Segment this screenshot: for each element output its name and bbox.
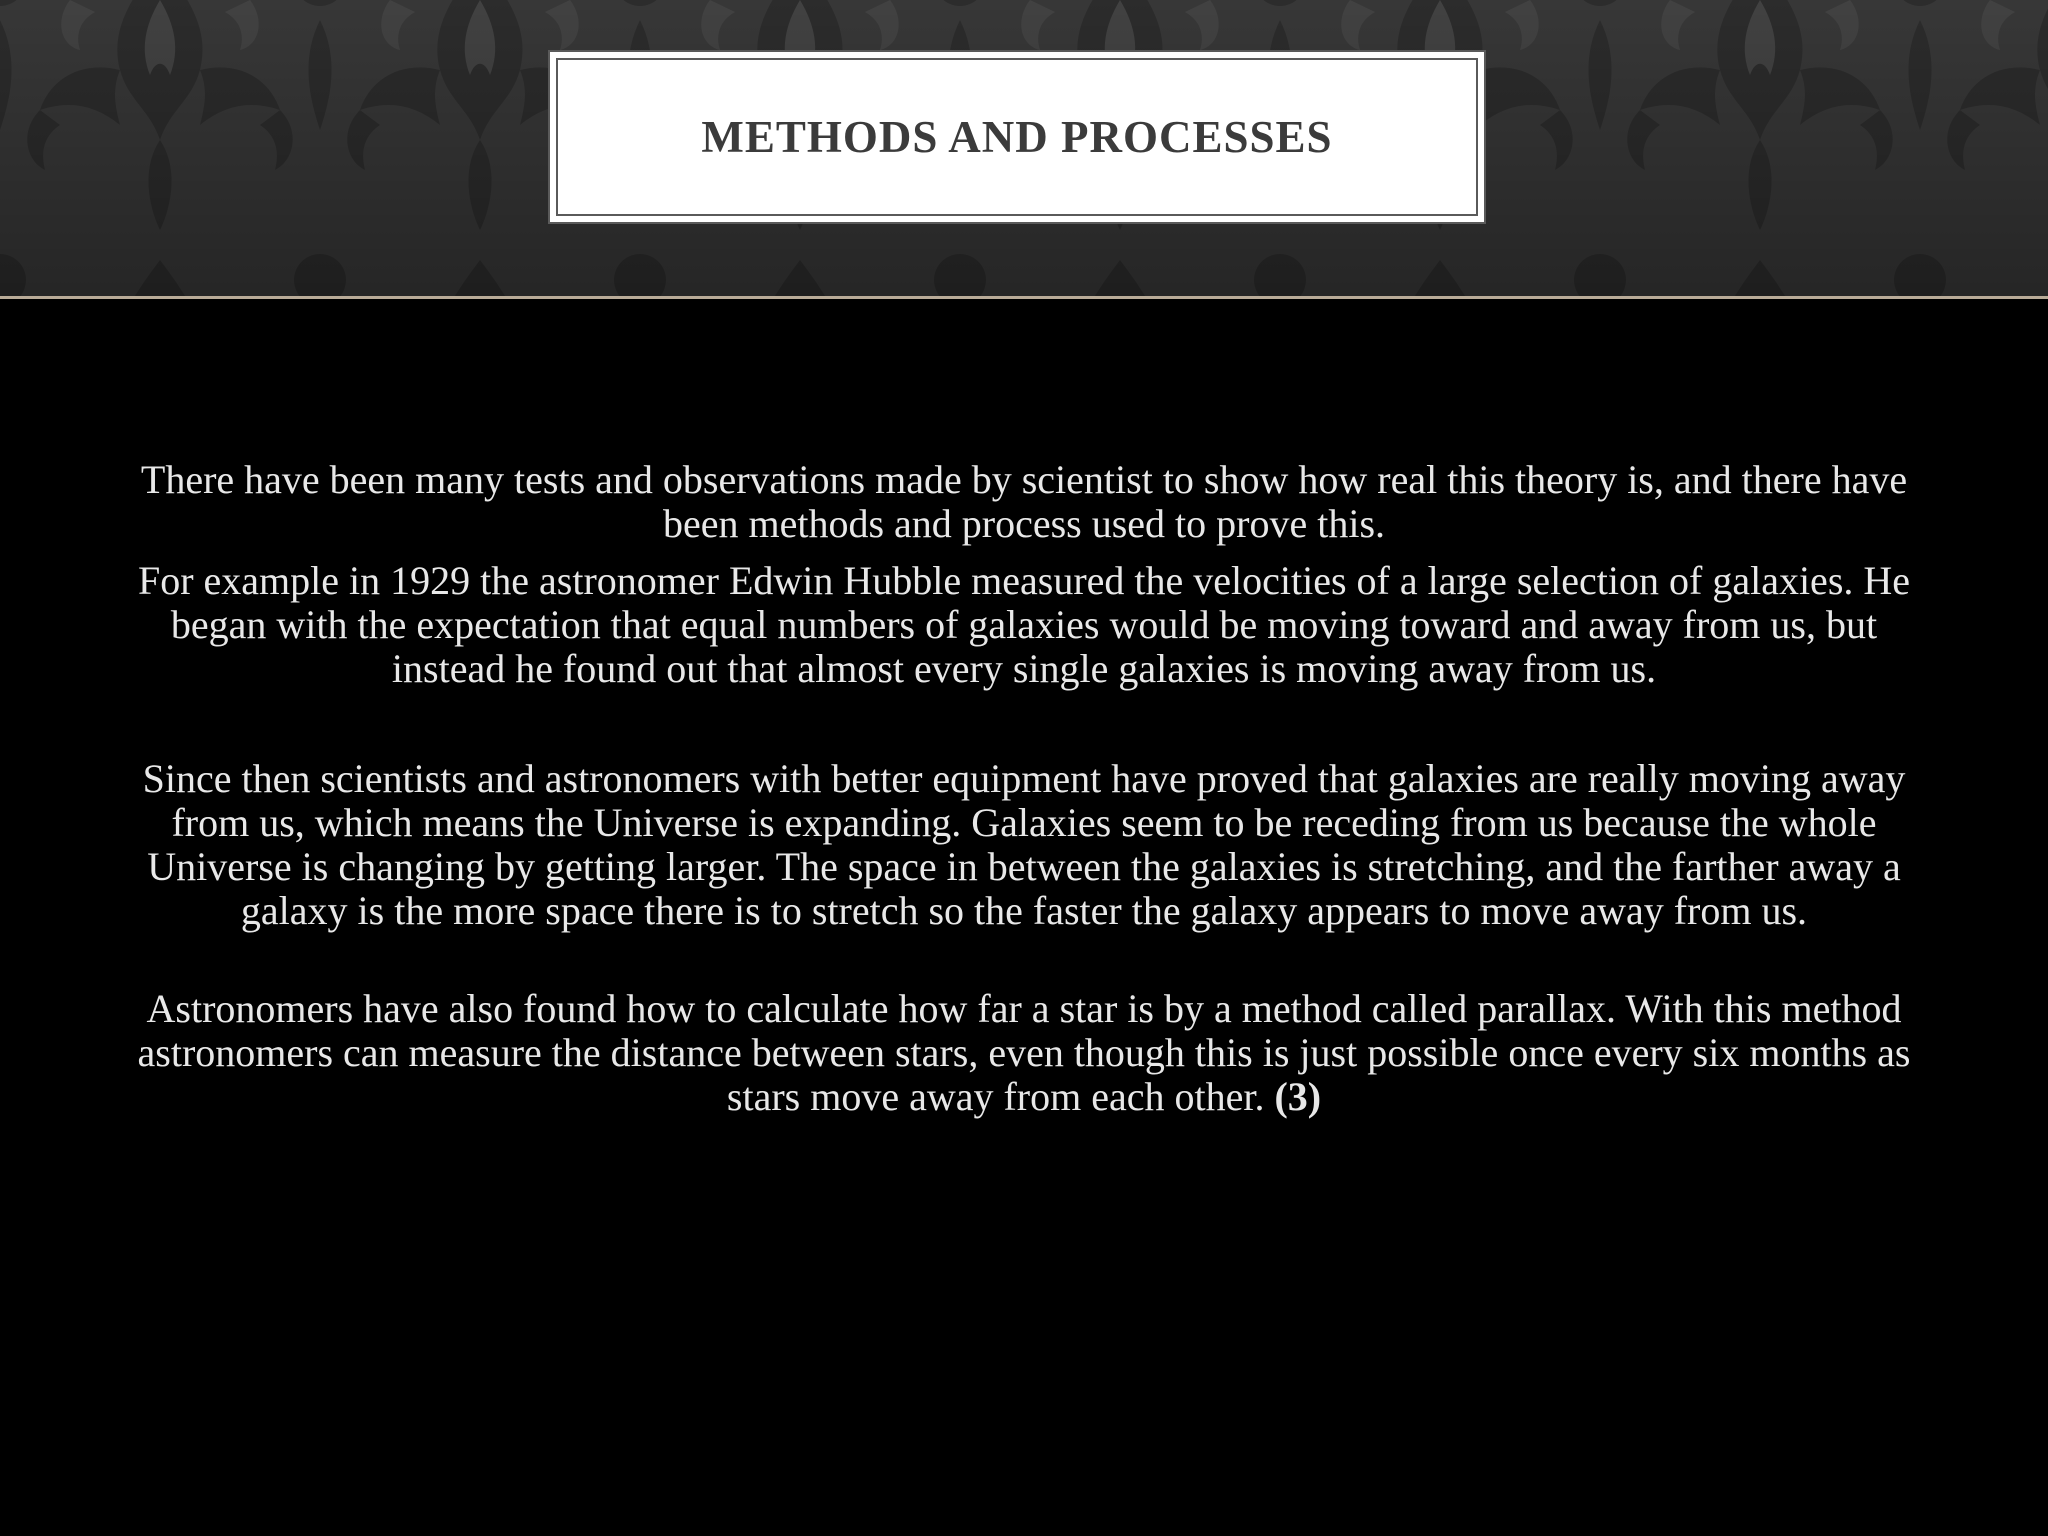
paragraph-hubble: For example in 1929 the astronomer Edwin Hubble measured the velocities of a large selection of galaxies. He began with the expectation that equal numbers of galaxies would be moving toward and away from us, but instead he found out that almost every single galaxies is moving away from us. [137,558,1911,691]
header-divider-rule [0,296,2048,299]
citation-reference: (3) [1274,1074,1322,1119]
slide-body [110,458,1938,1119]
title-frame [548,50,1486,224]
parallax-text: Astronomers have also found how to calculate how far a star is by a method called parallax. With this method astronomers can measure the distance between stars, even though this is just possible once every six months as stars move away from each other. [137,986,1911,1119]
paragraph-expanding-universe: Since then scientists and astronomers with better equipment have proved that galaxies are really moving away from us, which means the Universe is expanding. Galaxies seem to be receding from us because the whole Universe is changing by getting larger. The space in between the galaxies is stretching, and the farther away a galaxy is the more space there is to stretch so the faster the galaxy appears to move away from us. [142,756,1906,933]
paragraph-parallax [110,987,1938,1119]
paragraph-tests-observations: There have been many tests and observations made by scientist to show how real this theory is, and there have been methods and process used to prove this. [140,457,1908,546]
title-frame-inner [556,58,1478,216]
slide-title: METHODS AND PROCESSES [701,112,1333,162]
